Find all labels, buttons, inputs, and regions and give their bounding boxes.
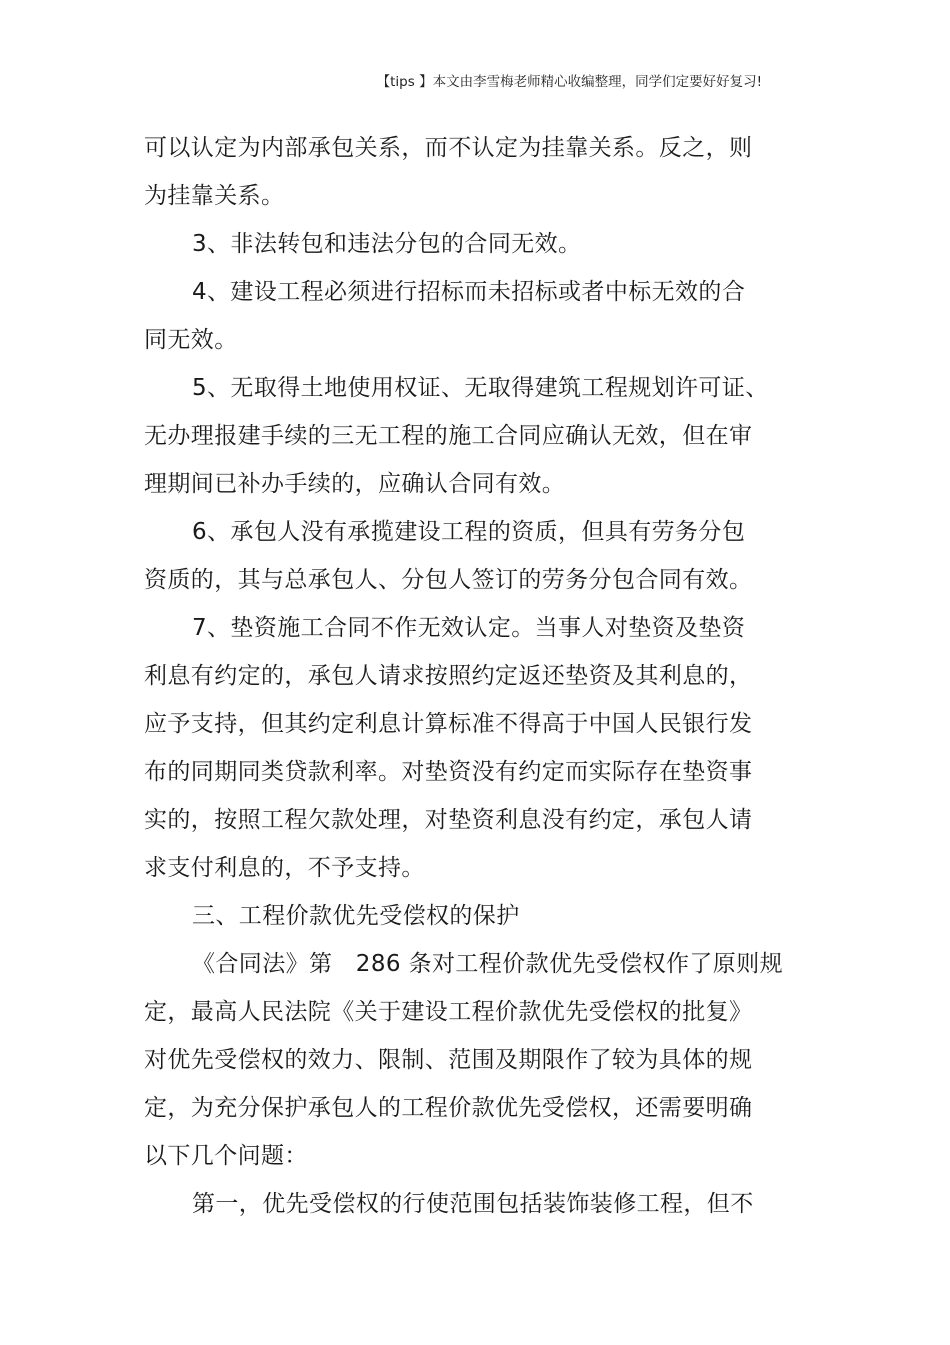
text-line: 6、承包人没有承揽建设工程的资质，但具有劳务分包 (192, 519, 746, 545)
text-line: 实的，按照工程欠款处理，对垫资利息没有约定，承包人请 (144, 807, 753, 833)
text-line: 可以认定为内部承包关系，而不认定为挂靠关系。反之，则 (144, 135, 753, 161)
text-line: 无办理报建手续的三无工程的施工合同应确认无效，但在审 (144, 423, 753, 449)
text-line: 第一，优先受偿权的行使范围包括装饰装修工程，但不 (192, 1191, 754, 1217)
text-line: 3、非法转包和违法分包的合同无效。 (192, 231, 582, 257)
text-line: 求支付利息的，不予支持。 (144, 855, 425, 881)
text-line: 以下几个问题： (144, 1143, 308, 1169)
text-line: 布的同期同类贷款利率。对垫资没有约定而实际存在垫资事 (144, 759, 753, 785)
header-tips-note: 【tips 】本文由李雪梅老师精心收编整理，同学们定要好好复习! (376, 74, 762, 90)
text-line: 理期间已补办手续的，应确认合同有效。 (144, 471, 566, 497)
section-heading: 三、工程价款优先受偿权的保护 (192, 903, 520, 929)
text-line: 7、垫资施工合同不作无效认定。当事人对垫资及垫资 (192, 615, 746, 641)
text-line: 应予支持，但其约定利息计算标准不得高于中国人民银行发 (144, 711, 753, 737)
text-line: 4、建设工程必须进行招标而未招标或者中标无效的合 (192, 279, 746, 305)
text-line: 定，最高人民法院《关于建设工程价款优先受偿权的批复》 (144, 999, 753, 1025)
text-line: 利息有约定的，承包人请求按照约定返还垫资及其利息的， (144, 663, 753, 689)
text-line: 为挂靠关系。 (144, 183, 285, 209)
text-line: 同无效。 (144, 327, 238, 353)
text-line: 5、无取得土地使用权证、无取得建筑工程规划许可证、 (192, 375, 769, 401)
text-line: 资质的，其与总承包人、分包人签订的劳务分包合同有效。 (144, 567, 753, 593)
text-line: 定，为充分保护承包人的工程价款优先受偿权，还需要明确 (144, 1095, 753, 1121)
body-text (144, 124, 784, 1228)
text-line: 对优先受偿权的效力、限制、范围及期限作了较为具体的规 (144, 1047, 753, 1073)
text-line: 《合同法》第 286 条对工程价款优先受偿权作了原则规 (192, 951, 784, 977)
